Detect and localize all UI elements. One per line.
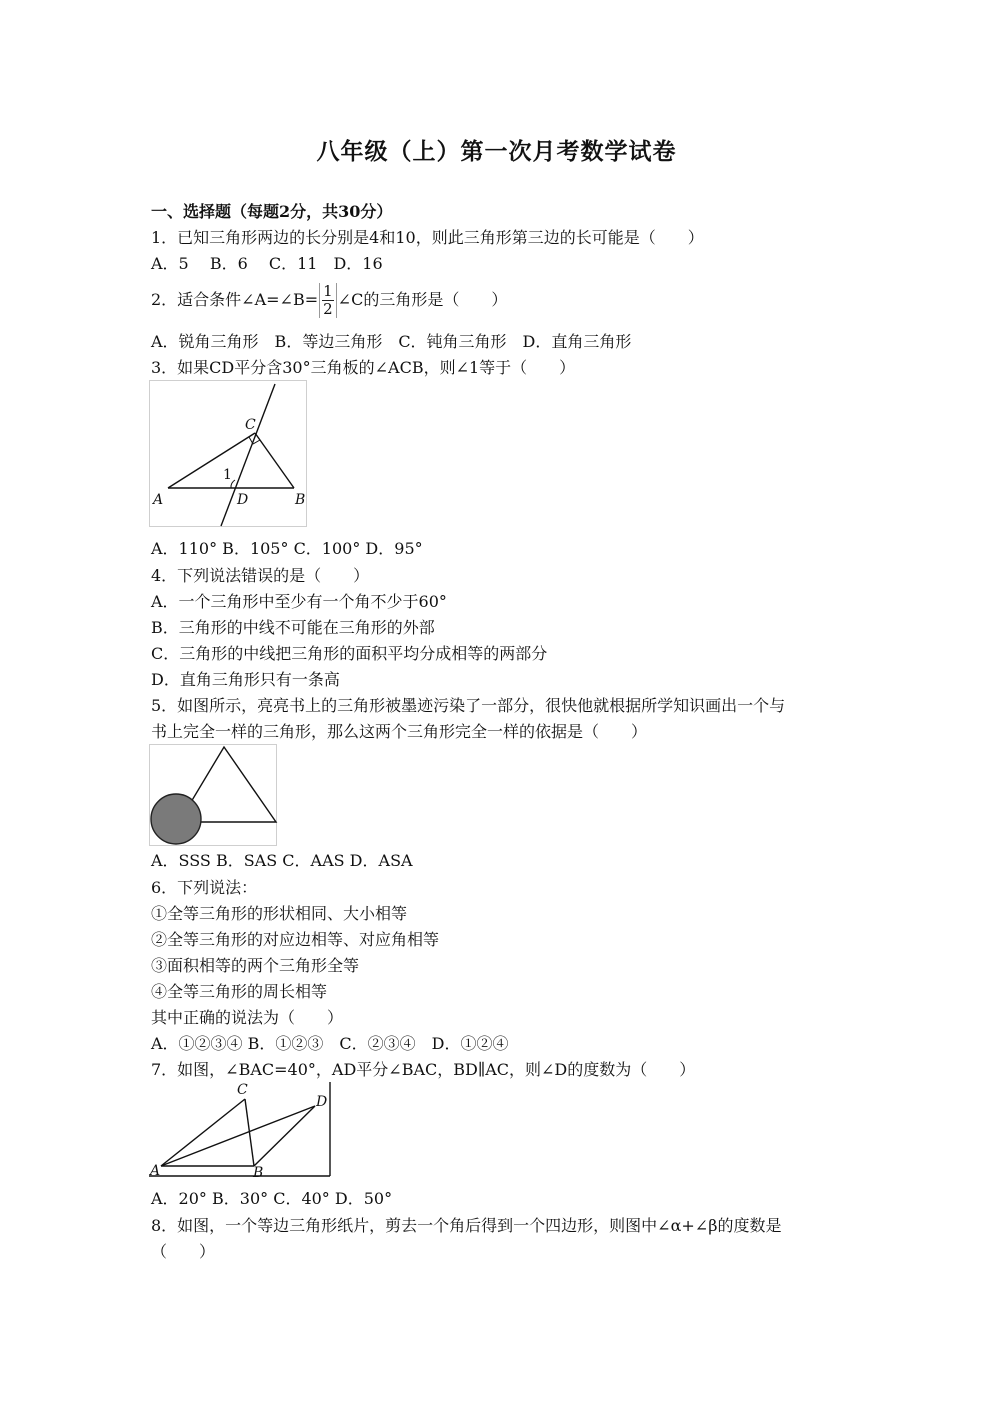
question-7-figure [149, 1082, 334, 1180]
question-2-stem-before: 2．适合条件∠A=∠B= [151, 290, 319, 309]
question-1-stem: 1．已知三角形两边的长分别是4和10，则此三角形第三边的长可能是（ ） [151, 228, 704, 247]
segment-ac [161, 1099, 245, 1166]
label-d: D [316, 1094, 328, 1110]
ink-blot [151, 794, 201, 844]
question-2-stem [151, 280, 507, 320]
question-5-figure [149, 744, 279, 848]
question-8-stem-line1: 8．如图，一个等边三角形纸片，剪去一个角后得到一个四边形，则图中∠α+∠β的度数是 [151, 1216, 782, 1235]
label-d: D [237, 492, 249, 508]
label-a: A [150, 1163, 161, 1179]
label-c: C [237, 1082, 248, 1098]
segment-cb [255, 433, 294, 488]
page-title: 八年级（上）第一次月考数学试卷 [316, 138, 677, 165]
section-heading: 一、选择题（每题2分，共30分） [151, 202, 393, 221]
question-6-statement-1: ①全等三角形的形状相同、大小相等 [151, 904, 408, 923]
segment-ad [161, 1106, 315, 1166]
question-6-statement-3: ③面积相等的两个三角形全等 [151, 956, 360, 975]
figure-frame [150, 381, 307, 527]
label-b: B [295, 492, 306, 508]
question-2-stem-after: ∠C的三角形是（ ） [337, 290, 508, 309]
segment-bd [254, 1106, 315, 1166]
question-3-figure [149, 380, 309, 530]
question-5-options: A．SSS B．SAS C．AAS D．ASA [151, 851, 413, 870]
question-4-option-c: C．三角形的中线把三角形的面积平均分成相等的两部分 [151, 644, 548, 663]
question-4-option-a: A．一个三角形中至少有一个角不少于60° [151, 592, 447, 611]
question-7-stem: 7．如图，∠BAC=40°，AD平分∠BAC，BD∥AC，则∠D的度数为（ ） [151, 1060, 696, 1079]
question-6-statement-2: ②全等三角形的对应边相等、对应角相等 [151, 930, 440, 949]
question-6-stem: 6．下列说法： [151, 878, 258, 897]
label-b: B [253, 1165, 264, 1180]
question-7-options: A．20° B．30° C．40° D．50° [151, 1189, 393, 1208]
question-2-options: A．锐角三角形 B．等边三角形 C．钝角三角形 D．直角三角形 [151, 332, 632, 351]
question-6-question: 其中正确的说法为（ ） [151, 1008, 344, 1027]
segment-ac [168, 433, 255, 488]
question-4-stem: 4．下列说法错误的是（ ） [151, 566, 370, 585]
label-angle-1: 1 [223, 467, 232, 483]
question-5-stem-line2: 书上完全一样的三角形，那么这两个三角形完全一样的依据是（ ） [151, 722, 648, 741]
fraction [319, 283, 337, 318]
question-1-options: A．5 B．6 C．11 D．16 [151, 254, 383, 273]
question-4-option-d: D．直角三角形只有一条高 [151, 670, 340, 689]
question-3-options: A．110° B．105° C．100° D．95° [151, 539, 423, 558]
question-3-stem: 3．如果CD平分含30°三角板的∠ACB，则∠1等于（ ） [151, 358, 576, 377]
label-c: C [245, 417, 256, 433]
question-6-options: A．①②③④ B．①②③ C．②③④ D．①②④ [151, 1034, 509, 1053]
question-5-stem-line1: 5．如图所示，亮亮书上的三角形被墨迹污染了一部分，很快他就根据所学知识画出一个与 [151, 696, 786, 715]
fraction-numerator: 1 [323, 282, 333, 300]
fraction-denominator: 2 [323, 300, 333, 318]
question-8-stem-line2: （ ） [151, 1242, 216, 1261]
question-6-statement-4: ④全等三角形的周长相等 [151, 982, 328, 1001]
question-4-option-b: B．三角形的中线不可能在三角形的外部 [151, 618, 435, 637]
label-a: A [153, 492, 164, 508]
